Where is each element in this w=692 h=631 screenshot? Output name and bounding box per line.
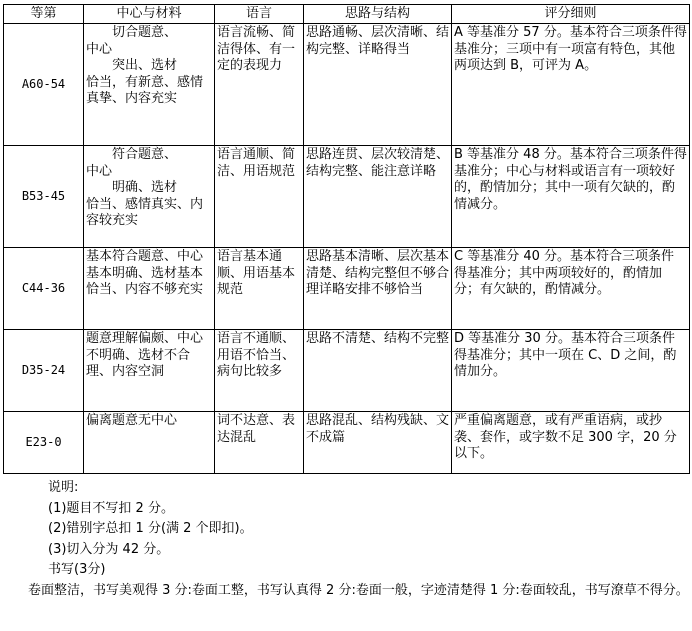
grade-cell: A60-54 <box>4 24 84 146</box>
header-center-material: 中心与材料 <box>84 5 215 24</box>
table-row <box>4 248 690 330</box>
table-header-row <box>4 5 690 24</box>
center-material-cell <box>84 146 215 248</box>
criteria-cell: A 等基准分 57 分。基本符合三项条件得基准分；三项中有一项富有特色，其他两项达到 B，可评为 A。 <box>452 24 690 146</box>
handwriting-title: 书写(3分) <box>48 562 106 577</box>
language-cell: 语言流畅、简洁得体、有一定的表现力 <box>215 24 304 146</box>
language-cell: 语言不通顺、用语不恰当、病句比较多 <box>215 330 304 412</box>
structure-cell: 思路基本清晰、层次基本清楚、结构完整但不够合理详略安排不够恰当 <box>304 248 452 330</box>
grade-cell: E23-0 <box>4 412 84 474</box>
table-row <box>4 24 690 146</box>
notes-section <box>14 478 690 601</box>
scoring-rubric-table <box>3 4 690 474</box>
note-item: (2)错别字总扣 1 分(满 2 个即扣)。 <box>48 521 253 536</box>
center-line: 恰当、感情真实、内容较充实 <box>86 196 204 229</box>
center-material-cell <box>84 24 215 146</box>
center-line: 明确、选材 <box>112 180 178 196</box>
center-line: 恰当，有新意、感情真挚、内容充实 <box>86 74 204 107</box>
center-line: 中心 <box>86 41 113 57</box>
structure-cell: 思路通畅、层次清晰、结构完整、详略得当 <box>304 24 452 146</box>
language-cell: 语言通顺、简洁、用语规范 <box>215 146 304 248</box>
criteria-cell: B 等基准分 48 分。基本符合三项条件得基准分；中心与材料或语言有一项较好的，酌情加分；其中一项有欠缺的，酌情减分。 <box>452 146 690 248</box>
table-row <box>4 330 690 412</box>
criteria-cell: 严重偏离题意，或有严重语病，或抄袭、套作，或字数不足 300 字，20 分以下。 <box>452 412 690 474</box>
center-line: 中心 <box>86 163 113 179</box>
notes-title: 说明: <box>48 480 79 495</box>
center-line: 符合题意、 <box>112 147 178 162</box>
note-item: (1)题目不写扣 2 分。 <box>48 500 174 516</box>
header-criteria: 评分细则 <box>452 5 690 24</box>
table-row <box>4 412 690 474</box>
table-row <box>4 146 690 248</box>
structure-cell: 思路不清楚、结构不完整 <box>304 330 452 412</box>
center-material-cell: 基本符合题意、中心基本明确、选材基本恰当、内容不够充实 <box>84 248 215 330</box>
grade-cell: B53-45 <box>4 146 84 248</box>
center-material-cell: 题意理解偏颇、中心不明确、选材不合理、内容空洞 <box>84 330 215 412</box>
language-cell: 语言基本通顺、用语基本规范 <box>215 248 304 330</box>
header-grade: 等第 <box>4 5 84 24</box>
center-material-cell: 偏离题意无中心 <box>84 412 215 474</box>
grade-cell: D35-24 <box>4 330 84 412</box>
structure-cell: 思路连贯、层次较清楚、结构完整、能注意详略 <box>304 146 452 248</box>
header-language: 语言 <box>215 5 304 24</box>
criteria-cell: D 等基准分 30 分。基本符合三项条件得基准分；其中一项在 C、D 之间，酌情加分。 <box>452 330 690 412</box>
header-structure: 思路与结构 <box>304 5 452 24</box>
grade-cell: C44-36 <box>4 248 84 330</box>
language-cell: 词不达意、表达混乱 <box>215 412 304 474</box>
criteria-cell: C 等基准分 40 分。基本符合三项条件得基准分；其中两项较好的，酌情加分；有欠缺的，酌情减分。 <box>452 248 690 330</box>
center-line: 突出、选材 <box>112 58 178 74</box>
structure-cell: 思路混乱、结构残缺、文不成篇 <box>304 412 452 474</box>
note-item: (3)切入分为 42 分。 <box>48 541 170 557</box>
handwriting-text: 卷面整洁，书写美观得 3 分:卷面工整，书写认真得 2 分:卷面一般，字迹清楚得 1 分:卷面较乱，书写潦草不得分。 <box>28 582 689 598</box>
center-line: 切合题意、 <box>112 25 178 40</box>
